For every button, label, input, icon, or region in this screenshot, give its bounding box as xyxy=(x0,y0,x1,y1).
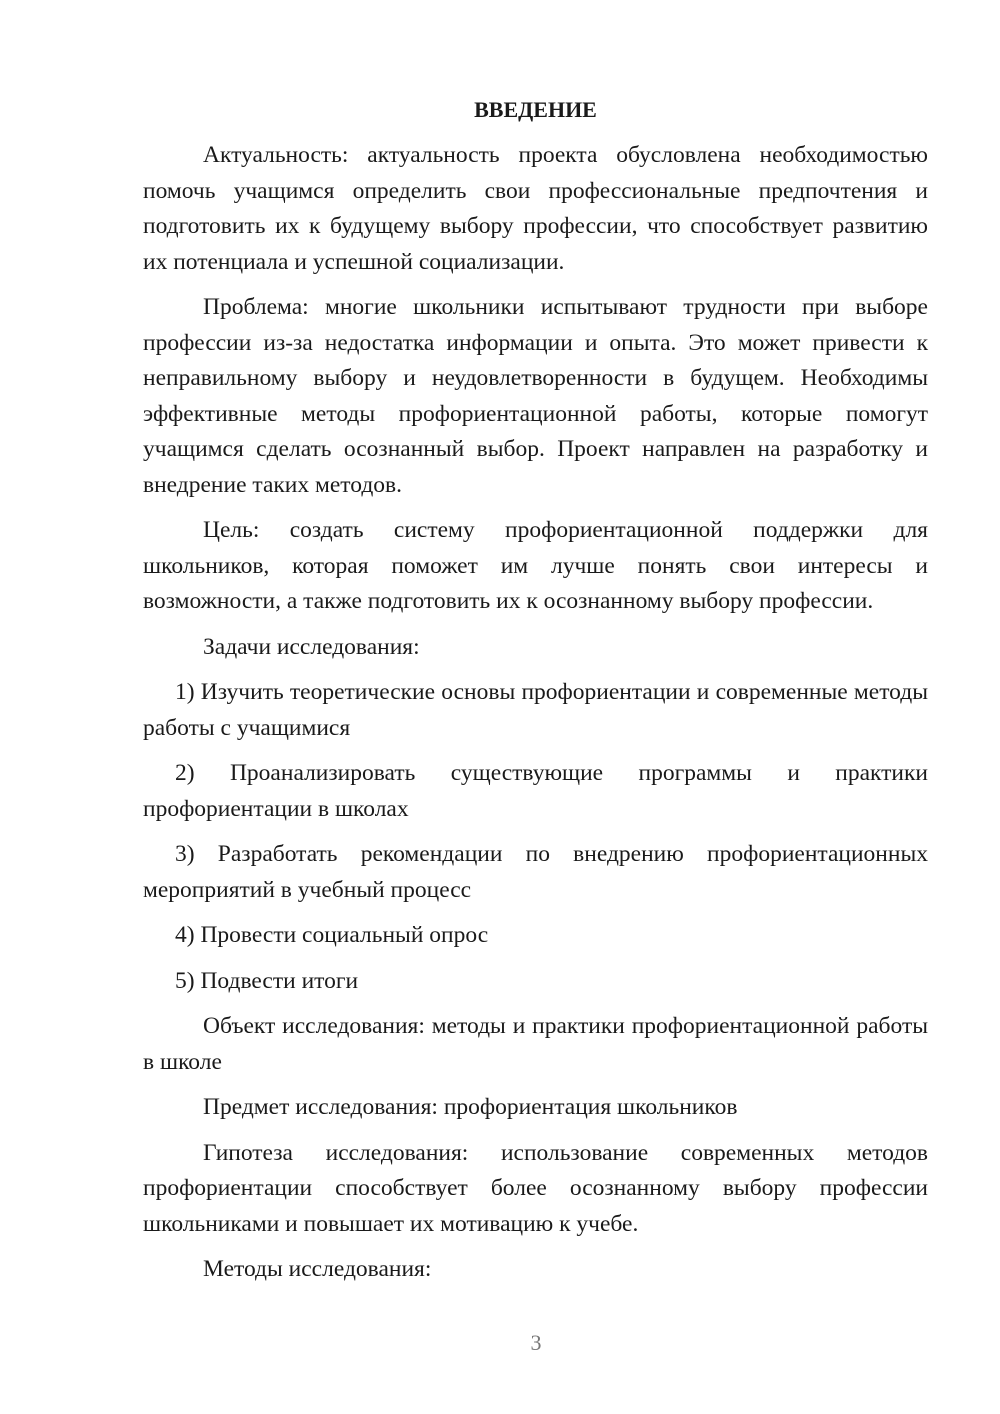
list-item: 1) Изучить теоретические основы профориентации и современные методы работы с учащимися xyxy=(143,679,928,741)
tasks-list xyxy=(143,675,928,999)
paragraph-object: Объект исследования: методы и практики профориентационной работы в школе xyxy=(143,1013,928,1075)
page-number: 3 xyxy=(530,1330,542,1355)
list-item: 2) Проанализировать существующие программы и практики профориентации в школах xyxy=(143,760,928,822)
section-heading: ВВЕДЕНИЕ xyxy=(474,97,597,122)
paragraph-goal: Цель: создать систему профориентационной поддержки для школьников, которая поможет им лучше понять свои интересы и возможности, а также подготовить их к осознанному выбору профессии. xyxy=(143,517,928,614)
paragraph-problem: Проблема: многие школьники испытывают трудности при выборе профессии из-за недостатка информации и опыта. Это может привести к неправильному выбору и неудовлетворенности в будущем. Необходимы эффективные методы профориентационной работы, которые помогут учащимся сделать осознанный выбор. Проект направлен на разработку и внедрение таких методов. xyxy=(143,294,928,498)
page-content xyxy=(143,92,928,1298)
paragraph-subject: Предмет исследования: профориентация школьников xyxy=(203,1094,738,1120)
methods-title: Методы исследования: xyxy=(203,1256,432,1282)
tasks-title: Задачи исследования: xyxy=(203,633,420,660)
paragraph-relevance: Актуальность: актуальность проекта обусловлена необходимостью помочь учащимся определить свои профессиональные предпочтения и подготовить их к будущему выбору профессии, что способствует развитию их потенциала и успешной социализации. xyxy=(143,142,928,275)
paragraph-hypothesis: Гипотеза исследования: использование современных методов профориентации способствует более осознанному выбору профессии школьниками и повышает их мотивацию к учебе. xyxy=(143,1139,928,1237)
list-item: 3) Разработать рекомендации по внедрению профориентационных мероприятий в учебный процесс xyxy=(143,841,928,903)
list-item: 4) Провести социальный опрос xyxy=(175,922,489,948)
list-item: 5) Подвести итоги xyxy=(175,967,359,994)
